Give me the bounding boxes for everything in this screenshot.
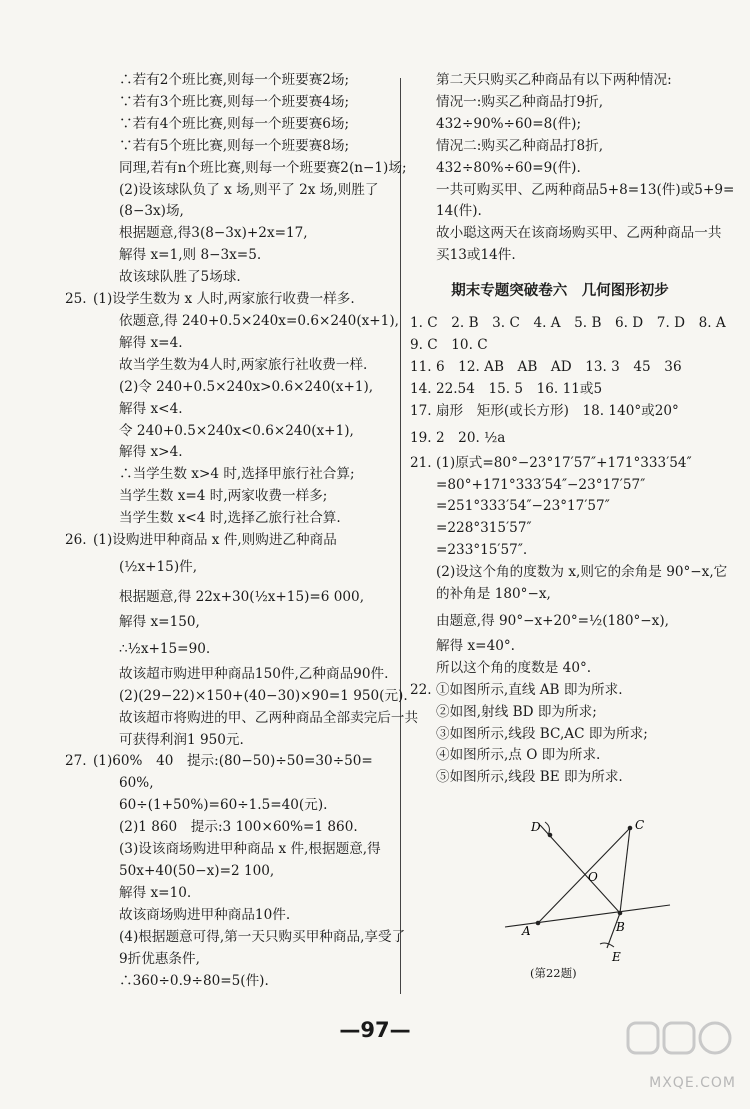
text-line xyxy=(93,730,393,752)
text-line xyxy=(93,905,393,927)
text-line xyxy=(410,636,710,658)
line-text: 17. 扇形 矩形(或长方形) 18. 140°或20° xyxy=(410,402,679,419)
ray-bd xyxy=(540,825,620,913)
segment-bc xyxy=(620,828,630,913)
line-text: 第二天只购买乙种商品有以下两种情况: xyxy=(436,72,672,88)
text-line xyxy=(93,883,393,905)
line-text: 9折优惠条件, xyxy=(119,950,200,967)
line-text: 22. ①如图所示,直线 AB 即为所求. xyxy=(410,681,623,698)
text-line xyxy=(410,92,710,114)
line-text: 所以这个角的度数是 40°. xyxy=(436,659,592,676)
text-line xyxy=(93,927,406,949)
line-text: 故该超市将购进的甲、乙两种商品全部卖完后一共 xyxy=(119,709,419,726)
right-column xyxy=(410,70,735,985)
line-text: (1)设购进甲种商品 x 件,则购进乙种商品 xyxy=(93,532,337,549)
line-text: =80°+171°333′54″−23°17′57″ xyxy=(436,476,646,493)
line-text: 432÷80%÷60=9(件). xyxy=(436,159,581,176)
text-line xyxy=(410,401,710,423)
line-text: 解得 x=40°. xyxy=(436,637,515,654)
text-line xyxy=(410,335,710,357)
text-line xyxy=(93,486,393,508)
arc-mark-e xyxy=(600,943,614,947)
text-line xyxy=(93,92,393,114)
line-text: 依题意,得 240+0.5×240x=0.6×240(x+1), xyxy=(119,312,399,329)
geometry-figure xyxy=(410,795,710,985)
text-line xyxy=(93,708,419,730)
line-text: 60%, xyxy=(119,775,154,792)
text-line xyxy=(410,658,710,680)
text-line xyxy=(93,70,393,92)
text-line xyxy=(93,795,393,817)
line-text: =251°333′54″−23°17′57″ xyxy=(436,498,610,515)
line-text: (2)令 240+0.5×240x>0.6×240(x+1), xyxy=(119,378,374,395)
column-divider xyxy=(400,78,401,994)
text-line xyxy=(410,70,710,92)
text-line xyxy=(93,442,393,464)
text-line xyxy=(93,399,393,421)
text-line xyxy=(410,702,710,724)
line-text: 故小聪这两天在该商场购买甲、乙两种商品一共 xyxy=(436,225,722,242)
left-column xyxy=(65,70,419,992)
label-a: A xyxy=(522,924,531,939)
watermark-text: MXQE.COM xyxy=(649,1075,736,1091)
line-text: (2)(29−22)×150+(40−30)×90=1 950(元). xyxy=(119,687,408,704)
line-text: (1)60% 40 提示:(80−50)÷50=30÷50= xyxy=(93,753,373,770)
text-line xyxy=(410,584,710,606)
line-text: 9. C 10. C xyxy=(410,336,488,353)
line-text: ②如图,射线 BD 即为所求; xyxy=(436,703,597,720)
line-text: 1. C 2. B 3. C 4. A 5. B 6. D 7. D 8. A xyxy=(410,315,726,332)
line-text: (1)设学生数为 x 人时,两家旅行收费一样多. xyxy=(93,291,355,308)
text-line xyxy=(93,377,393,399)
text-line xyxy=(93,464,393,486)
line-text: 当学生数 x=4 时,两家收费一样多; xyxy=(119,488,328,505)
text-line xyxy=(410,201,710,223)
line-text: ∵若有5个班比赛,则每一个班要赛8场; xyxy=(119,137,350,154)
text-line xyxy=(410,767,710,789)
text-line xyxy=(410,606,710,636)
label-d: D xyxy=(531,820,541,835)
text-line xyxy=(93,817,393,839)
text-line xyxy=(410,518,710,540)
line-text: 解得 x=4. xyxy=(119,334,183,351)
text-line xyxy=(93,508,393,530)
line-text: (½x+15)件, xyxy=(119,558,198,575)
text-line xyxy=(93,612,393,634)
line-text: ∵若有3个班比赛,则每一个班要赛4场; xyxy=(119,93,350,110)
right-column-top xyxy=(410,70,735,267)
line-text: ∵若有4个班比赛,则每一个班要赛6场; xyxy=(119,115,350,132)
line-text: 故该商场购进甲种商品10件. xyxy=(119,906,291,923)
watermark-logo xyxy=(620,1017,740,1095)
point-c xyxy=(628,826,633,831)
line-text: (2)1 860 提示:3 100×60%=1 860. xyxy=(119,819,358,836)
line-text: 解得 x=150, xyxy=(119,613,200,630)
text-line xyxy=(65,289,393,311)
point-a xyxy=(536,921,541,926)
line-text: 11. 6 12. AB AB AD 13. 3 45 36 xyxy=(410,358,682,375)
right-column-bottom xyxy=(410,313,728,789)
text-line xyxy=(93,311,399,333)
text-line xyxy=(410,496,710,518)
line-text: 令 240+0.5×240x<0.6×240(x+1), xyxy=(119,422,354,439)
line-text: 的补角是 180°−x, xyxy=(436,586,551,603)
text-line xyxy=(93,180,393,202)
line-text: =228°315′57″ xyxy=(436,520,532,537)
text-line xyxy=(410,423,710,453)
section-title: 期末专题突破卷六 几何图形初步 xyxy=(451,283,669,300)
line-text: 同理,若有n个班比赛,则每一个班要赛2(n−1)场; xyxy=(119,159,407,176)
line-text: ④如图所示,点 O 即为所求. xyxy=(436,747,601,764)
text-line xyxy=(410,136,710,158)
question-number: 27. xyxy=(65,753,87,770)
text-line xyxy=(93,158,407,180)
line-text: 解得 x>4. xyxy=(119,444,183,461)
text-line xyxy=(93,634,393,664)
line-text: (3)设该商场购进甲种商品 x 件,根据题意,得 xyxy=(119,841,381,858)
line-text: (8−3x)场, xyxy=(119,203,184,220)
line-text: (4)根据题意可得,第一天只购买甲种商品,享受了 xyxy=(119,928,406,945)
line-text: ∴360÷0.9÷80=5(件). xyxy=(119,972,269,989)
text-line xyxy=(93,421,393,443)
text-line xyxy=(93,201,393,223)
line-text: 故该超市购进甲种商品150件,乙种商品90件. xyxy=(119,665,389,682)
line-text: (2)设该球队负了 x 场,则平了 2x 场,则胜了 xyxy=(119,181,379,198)
text-line xyxy=(93,355,393,377)
line-text: =233°15′57″. xyxy=(436,542,528,559)
text-line xyxy=(93,552,393,582)
line-text: ③如图所示,线段 BC,AC 即为所求; xyxy=(436,725,648,742)
text-line xyxy=(410,180,735,202)
text-line xyxy=(410,475,710,497)
line-text: 19. 2 20. ½a xyxy=(410,429,506,446)
line-text: 60÷(1+50%)=60÷1.5=40(元). xyxy=(119,797,328,814)
text-line xyxy=(65,751,393,773)
line-text: 买13或14件. xyxy=(436,247,516,264)
text-line xyxy=(410,313,726,335)
line-text: 一共可购买甲、乙两种商品5+8=13(件)或5+9= xyxy=(436,181,735,198)
line-text: 14(件). xyxy=(436,203,482,220)
line-text: 14. 22.54 15. 5 16. 11或5 xyxy=(410,380,603,397)
text-line xyxy=(410,114,710,136)
label-o: O xyxy=(588,870,598,885)
line-text: 21. (1)原式=80°−23°17′57″+171°333′54″ xyxy=(410,454,692,471)
line-text: 50x+40(50−x)=2 100, xyxy=(119,863,275,879)
text-line xyxy=(410,680,710,702)
text-line xyxy=(93,223,393,245)
text-line xyxy=(410,745,710,767)
text-line xyxy=(410,245,710,267)
text-line xyxy=(93,664,393,686)
line-text: 解得 x=1,则 8−3x=5. xyxy=(119,247,262,264)
point-b xyxy=(618,911,623,916)
text-line xyxy=(93,773,393,795)
text-line xyxy=(410,562,728,584)
page-number: —97— xyxy=(339,1018,411,1042)
label-e: E xyxy=(612,950,621,965)
line-text: ∴½x+15=90. xyxy=(119,640,211,657)
text-line xyxy=(410,357,710,379)
text-line xyxy=(410,540,710,562)
line-text: 由题意,得 90°−x+20°=½(180°−x), xyxy=(436,612,669,629)
text-line xyxy=(410,223,722,245)
text-line xyxy=(65,530,393,552)
text-line xyxy=(93,267,393,289)
line-text: 情况二:购买乙种商品打8折, xyxy=(436,137,604,154)
text-line xyxy=(93,333,393,355)
figure-caption: (第22题) xyxy=(530,966,577,981)
line-text: ∴若有2个班比赛,则每一个班要赛2场; xyxy=(119,72,350,88)
line-text: 解得 x=10. xyxy=(119,884,192,901)
text-line xyxy=(410,379,710,401)
line-text: 故当学生数为4人时,两家旅行社收费一样. xyxy=(119,356,368,373)
text-line xyxy=(93,245,393,267)
line-text: 故该球队胜了5场球. xyxy=(119,269,241,286)
text-line xyxy=(410,453,710,475)
line-text: 解得 x<4. xyxy=(119,400,183,417)
line-text: 432÷90%÷60=8(件); xyxy=(436,115,582,132)
label-c: C xyxy=(635,818,645,833)
question-number: 26. xyxy=(65,532,87,549)
text-line xyxy=(93,582,393,612)
line-text: 可获得利润1 950元. xyxy=(119,731,244,748)
line-text: ∴当学生数 x>4 时,选择甲旅行社合算; xyxy=(119,466,355,483)
line-text: 当学生数 x<4 时,选择乙旅行社合算. xyxy=(119,510,341,527)
text-line xyxy=(93,136,393,158)
line-text: 根据题意,得3(8−3x)+2x=17, xyxy=(119,225,308,242)
label-b: B xyxy=(616,920,625,935)
question-number: 25. xyxy=(65,291,87,308)
line-text: 情况一:购买乙种商品打9折, xyxy=(436,93,604,110)
line-text: ⑤如图所示,线段 BE 即为所求. xyxy=(436,769,623,786)
text-line xyxy=(93,971,393,993)
text-line xyxy=(410,158,710,180)
watermark-icon xyxy=(620,1017,740,1077)
line-text: 根据题意,得 22x+30(½x+15)=6 000, xyxy=(119,588,365,605)
text-line xyxy=(93,686,408,708)
text-line xyxy=(93,114,393,136)
text-line xyxy=(410,724,710,746)
text-line xyxy=(93,949,393,971)
text-line xyxy=(93,839,393,861)
figure-svg xyxy=(410,795,710,965)
text-line xyxy=(93,861,393,883)
line-text: (2)设这个角的度数为 x,则它的余角是 90°−x,它 xyxy=(436,564,728,581)
